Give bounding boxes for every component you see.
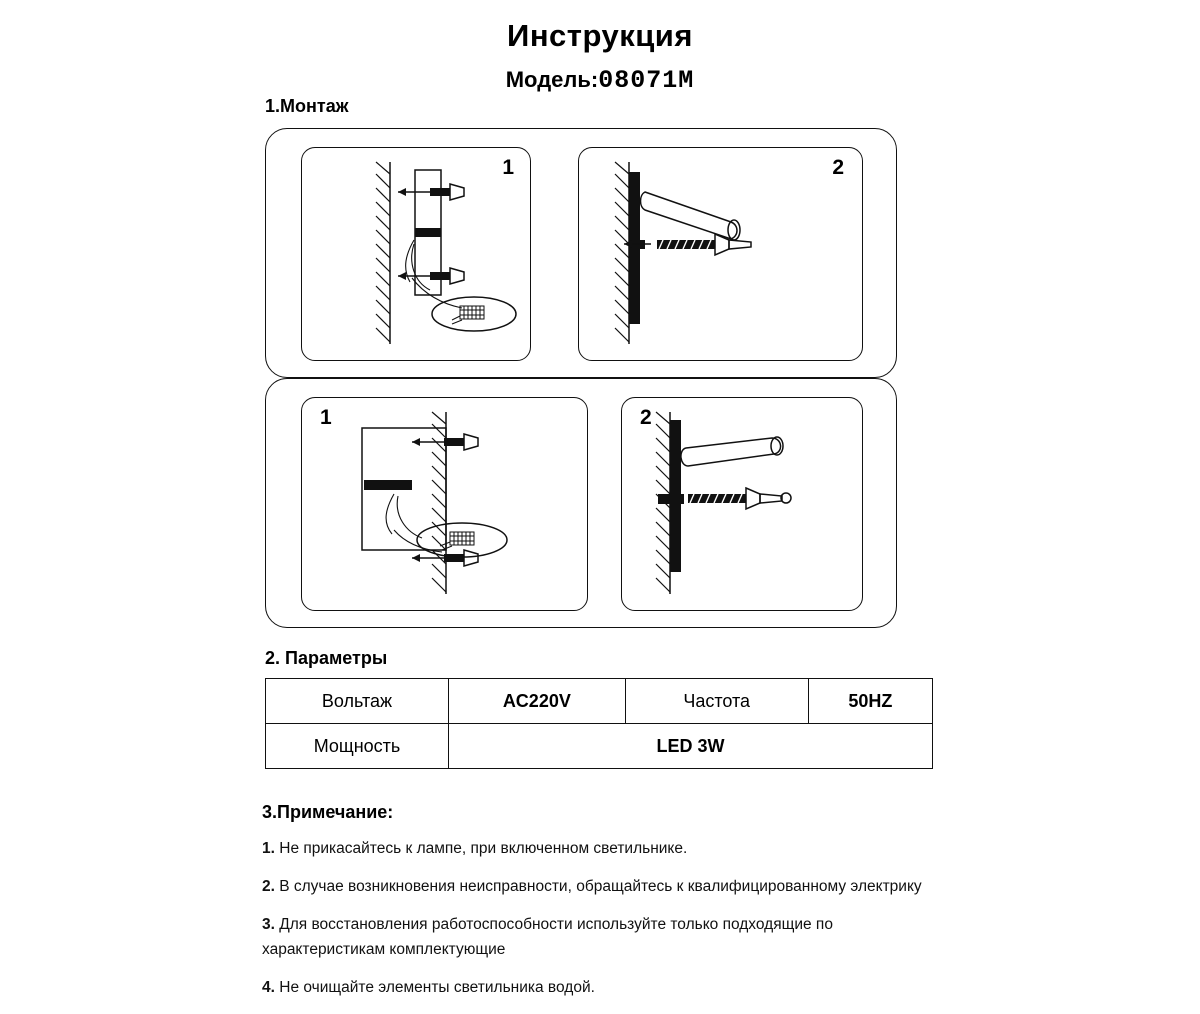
diagram-panel-bottom [265,378,897,628]
param-value-power: LED 3W [449,724,933,769]
note-text: Для восстановления работоспособности используйте только подходящие по характеристикам комплектующие [262,916,833,959]
figure-number-top-right: 2 [832,156,844,179]
diagram-top-left-graphic [302,148,530,360]
note-text: Не прикасайтесь к лампе, при включенном светильнике. [274,840,688,857]
list-item [262,975,952,1000]
param-value-frequency: 50HZ [808,679,932,724]
list-item [262,874,952,899]
diagram-top-right-graphic [579,148,862,360]
section-heading-install: 1.Монтаж [265,96,349,116]
diagram-sub-bottom-left [301,397,588,611]
instruction-page [0,10,1200,1010]
note-text: В случае возникновения неисправности, обращайтесь к квалифицированному электрику [274,878,922,896]
diagram-panel-top [265,128,897,378]
model-label: Модель: [505,67,599,92]
diagram-sub-top-left [301,147,531,361]
diagram-bottom-left-graphic [302,398,587,610]
parameters-table [265,678,933,769]
param-label-voltage: Вольтаж [266,679,449,724]
section-heading-params: 2. Параметры [265,648,388,668]
figure-number-top-left: 1 [502,156,514,179]
diagram-sub-bottom-right [621,397,863,611]
figure-number-bottom-right: 2 [640,406,652,429]
figure-number-bottom-left: 1 [320,406,332,429]
note-number: 4. [262,979,275,997]
table-row [266,724,933,769]
model-value: 08071M [598,66,695,95]
notes-list [262,836,952,1014]
note-text: Не очищайте элементы светильника водой. [274,979,595,997]
list-item [262,836,952,861]
table-row [266,679,933,724]
note-number: 3. [262,916,275,934]
model-line [0,66,1200,95]
note-number: 2. [262,878,275,896]
page-title: Инструкция [507,18,693,53]
param-label-power: Мощность [266,724,449,769]
diagram-sub-top-right [578,147,863,361]
list-item [262,912,952,962]
note-number: 1. [262,840,275,857]
param-value-voltage: AC220V [449,679,626,724]
section-heading-notes: 3.Примечание: [262,802,394,822]
param-label-frequency: Частота [625,679,808,724]
diagram-bottom-right-graphic [622,398,862,610]
